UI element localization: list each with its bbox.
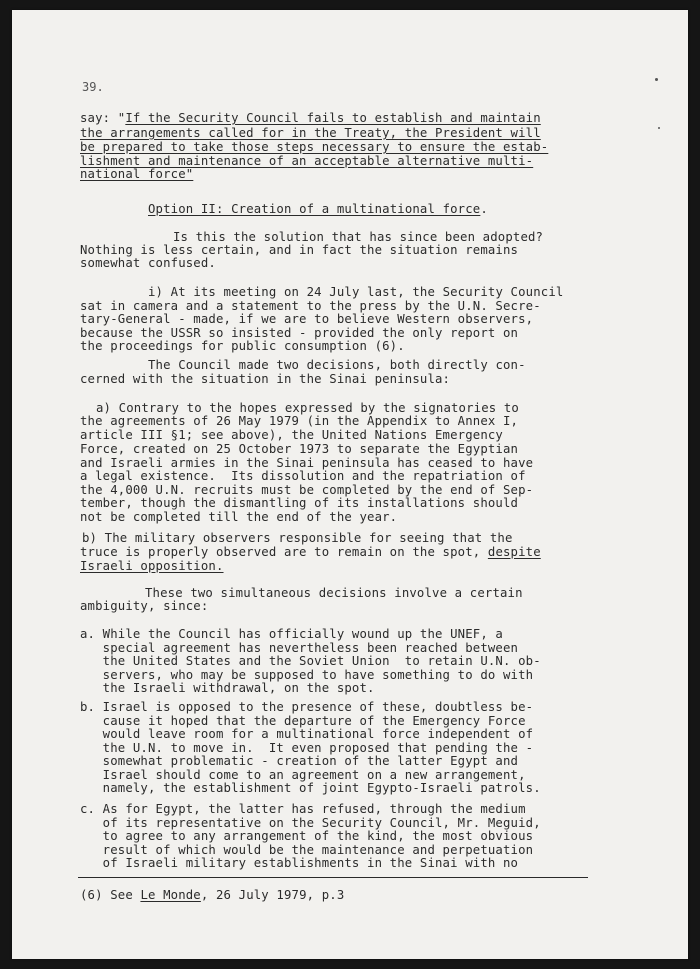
section-heading [148, 203, 488, 216]
item-c-line-4: result of which would be the maintenance and perpetuation [80, 843, 534, 857]
item-a-line-1: a. While the Council has officially wound up the UNEF, a [80, 627, 503, 641]
paper-speck [658, 127, 660, 129]
item-c-line-1: c. As for Egypt, the latter has refused, through the medium [80, 802, 526, 816]
para2-line-1: i) At its meeting on 24 July last, the Security Council [148, 285, 564, 299]
para5-line-3: Israeli opposition. [80, 559, 224, 573]
para2-line-5: the proceedings for public consumption (6). [80, 339, 405, 353]
para5-despite: despite [487, 545, 541, 559]
item-b-line-7: namely, the establishment of joint Egypto-Israeli patrols. [80, 781, 541, 795]
footnote-prefix: (6) See [80, 888, 141, 902]
quote-lead: say: " [80, 111, 126, 125]
footnote-suffix: , 26 July 1979, p.3 [200, 888, 345, 902]
item-b-line-1: b. Israel is opposed to the presence of these, doubtless be- [80, 700, 534, 714]
para4-line-1: a) Contrary to the hopes expressed by the signatories to [96, 401, 519, 415]
para6-line-2: ambiguity, since: [80, 599, 209, 613]
para4-line-8: tember, though the dismantling of its installations should [80, 496, 519, 510]
para2-line-4: because the USSR so insisted - provided the only report on [80, 326, 519, 340]
quote-underlined: If the Security Council fails to establish and maintain [125, 111, 541, 125]
para5-text: truce is properly observed are to remain on the spot, [80, 545, 481, 559]
para4-line-6: a legal existence. Its dissolution and the repatriation of [80, 469, 526, 483]
para3-line-1: The Council made two decisions, both directly con- [148, 358, 526, 372]
quote-line-5: national force" [80, 167, 194, 181]
item-a-line-2: special agreement has nevertheless been reached between [80, 641, 519, 655]
heading-dot: . [480, 202, 488, 216]
footnote [80, 889, 344, 902]
para4-line-3: article III §1; see above), the United Nations Emergency [80, 428, 503, 442]
item-a-line-4: servers, who may be supposed to have something to do with [80, 668, 534, 682]
para5-line-1: b) The military observers responsible for seeing that the [82, 531, 513, 545]
item-b-line-3: would leave room for a multinational force independent of [80, 727, 534, 741]
para4-line-9: not be completed till the end of the year. [80, 510, 398, 524]
para6-line-1: These two simultaneous decisions involve a certain [145, 586, 523, 600]
page-number: 39. [82, 80, 104, 94]
para3-line-2: cerned with the situation in the Sinai peninsula: [80, 372, 451, 386]
heading-text: Option II: Creation of a multinational force [148, 202, 481, 216]
para4-line-2: the agreements of 26 May 1979 (in the Appendix to Annex I, [80, 414, 519, 428]
para2-line-2: sat in camera and a statement to the press by the U.N. Secre- [80, 299, 541, 313]
quote-line-1 [80, 112, 541, 125]
para4-line-7: the 4,000 U.N. recruits must be completed by the end of Sep- [80, 483, 534, 497]
para1-line-2: Nothing is less certain, and in fact the situation remains [80, 243, 519, 257]
item-b-line-4: the U.N. to move in. It even proposed that pending the - [80, 741, 534, 755]
item-c-line-5: of Israeli military establishments in the Sinai with no [80, 856, 519, 870]
item-b-line-6: Israel should come to an agreement on a new arrangement, [80, 768, 526, 782]
quote-line-3: be prepared to take those steps necessary to ensure the estab- [80, 140, 549, 154]
item-c-line-3: to agree to any arrangement of the kind, the most obvious [80, 829, 534, 843]
item-a-line-5: the Israeli withdrawal, on the spot. [80, 681, 375, 695]
item-b-line-5: somewhat problematic - creation of the latter Egypt and [80, 754, 519, 768]
item-c-line-2: of its representative on the Security Council, Mr. Meguid, [80, 816, 541, 830]
para2-line-3: tary-General - made, if we are to believe Western observers, [80, 312, 534, 326]
para1-line-3: somewhat confused. [80, 256, 216, 270]
quote-line-2: the arrangements called for in the Treaty, the President will [80, 126, 541, 140]
para5-line-2 [80, 546, 541, 559]
footnote-divider [78, 877, 588, 878]
para4-line-5: and Israeli armies in the Sinai peninsula has ceased to have [80, 456, 534, 470]
item-a-line-3: the United States and the Soviet Union to retain U.N. ob- [80, 654, 541, 668]
para1-line-1: Is this the solution that has since been adopted? [173, 230, 544, 244]
paper-speck [655, 78, 658, 81]
item-b-line-2: cause it hoped that the departure of the Emergency Force [80, 714, 526, 728]
footnote-source: Le Monde [140, 888, 201, 902]
para4-line-4: Force, created on 25 October 1973 to separate the Egyptian [80, 442, 519, 456]
quote-line-4: lishment and maintenance of an acceptable alternative multi- [80, 154, 534, 168]
